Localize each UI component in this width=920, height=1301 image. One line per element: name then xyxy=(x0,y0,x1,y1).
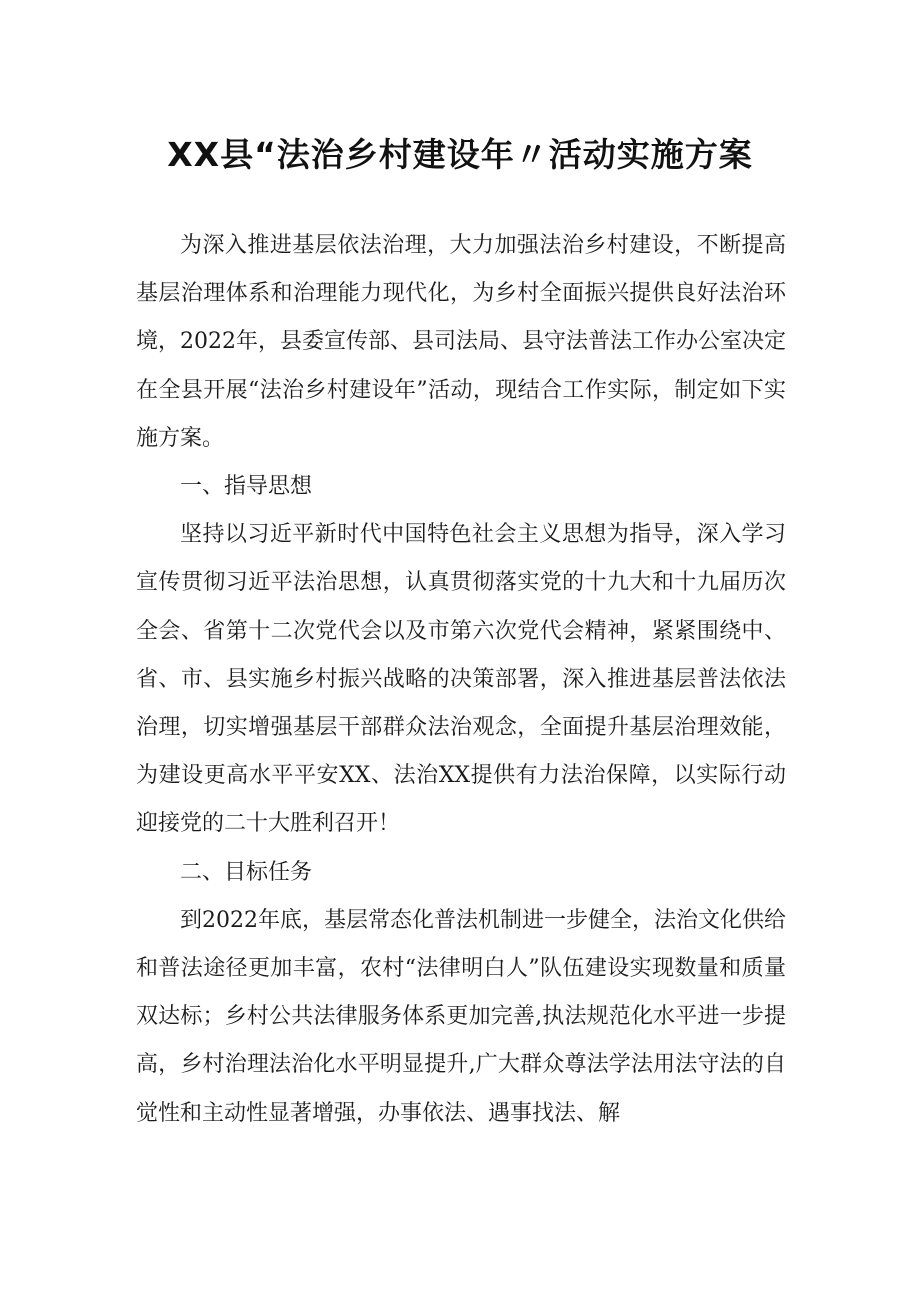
document-body xyxy=(136,222,786,1138)
document-title: XX县“法治乡村建设年〃活动实施方案 xyxy=(167,135,753,174)
paragraph-guiding-ideology: 坚持以习近平新时代中国特色社会主义思想为指导，深入学习宣传贯彻习近平法治思想，认真贯彻落实党的十九大和十九届历次全会、省第十二次党代会以及市第六次党代会精神，紧紧围绕中、省、市、县实施乡村振兴战略的决策部署，深入推进基层普法依法治理，切实增强基层干部群众法治观念，全面提升基层治理效能，为建设更高水平平安XX、法治XX提供有力法治保障，以实际行动迎接党的二十大胜利召开！ xyxy=(136,522,786,837)
paragraph-goals-tasks: 到2022年底，基层常态化普法机制进一步健全，法治文化供给和普法途径更加丰富，农村“法律明白人”队伍建设实现数量和质量双达标；乡村公共法律服务体系更加完善,执法规范化水平进一步提高，乡村治理法治化水平明显提升,广大群众尊法学法用法守法的自觉性和主动性显著增强，办事依法、遇事找法、解 xyxy=(136,907,786,1126)
section-heading-guiding-ideology: 一、指导思想 xyxy=(180,474,313,500)
paragraph-intro: 为深入推进基层依法治理，大力加强法治乡村建设，不断提高基层治理体系和治理能力现代化，为乡村全面振兴提供良好法治环境，2022年，县委宣传部、县司法局、县守法普法工作办公室决定在全县开展“法治乡村建设年”活动，现结合工作实际，制定如下实施方案。 xyxy=(136,233,786,451)
section-heading-goals-tasks: 二、目标任务 xyxy=(180,859,313,885)
